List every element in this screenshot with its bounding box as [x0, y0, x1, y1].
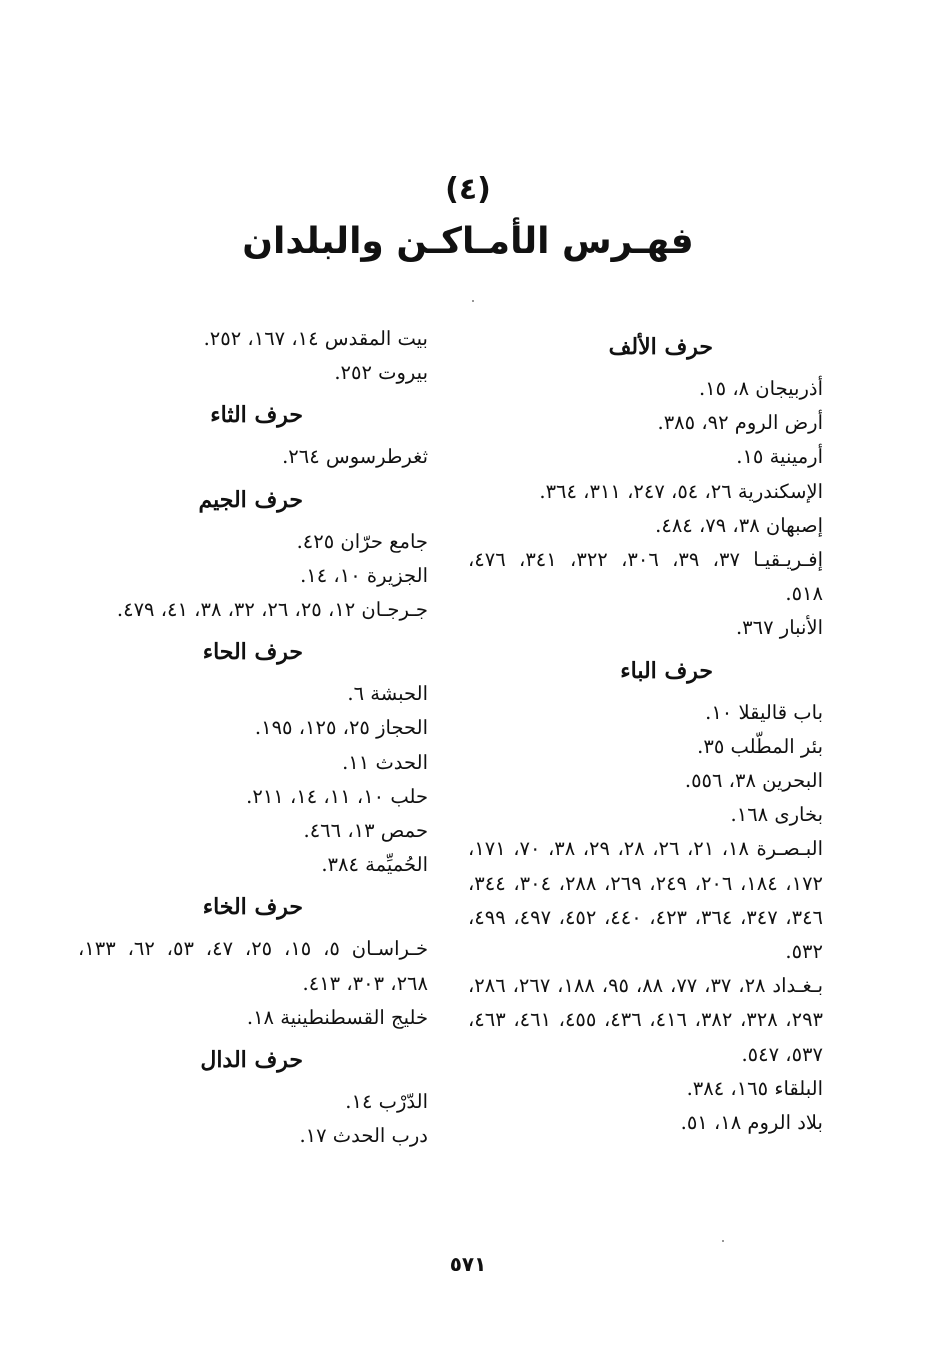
index-entry: الحُميِّمة ٣٨٤. — [321, 853, 428, 877]
index-entry: الدّرْب ١٤. — [345, 1090, 428, 1114]
index-number: (٤) — [445, 172, 491, 207]
section-heading: حرف الدال — [200, 1047, 303, 1074]
index-entry: أرمينية ١٥. — [736, 445, 823, 469]
section-heading: حرف الجيم — [198, 486, 303, 513]
index-entry: بلاد الروم ١٨، ٥١. — [680, 1111, 823, 1135]
scan-speck — [722, 1240, 724, 1242]
index-entry: أرض الروم ٩٢، ٣٨٥. — [657, 411, 823, 435]
section-heading: حرف الخاء — [202, 894, 303, 921]
index-entry: إصبهان ٣٨، ٧٩، ٤٨٤. — [655, 513, 823, 537]
index-entry: جـرجـان ١٢، ٢٥، ٢٦، ٣٢، ٣٨، ٤١، ٤٧٩. — [116, 598, 428, 622]
index-entry: حمص ١٣، ٤٦٦. — [303, 819, 428, 843]
section-heading: حرف الباء — [620, 657, 713, 684]
index-entry: درب الحدث ١٧. — [299, 1124, 428, 1148]
page-number: ٥٧١ — [449, 1252, 487, 1276]
index-entry: البـصـرة ١٨، ٢١، ٢٦، ٢٨، ٢٩، ٣٨، ٧٠، ١٧١، ١٧٢، ١٨٤، ٢٠٦، ٢٤٩، ٢٦٩، ٢٨٨، ٣٠٤، ٣٤٤، ٣٤٦، ٣٤٧، ٣٦٤، ٤٢٣، ٤٤٠، ٤٥٢، ٤٩٧، ٤٩٩، ٥٣٢. — [468, 837, 824, 964]
index-entry: أذربيجان ٨، ١٥. — [698, 377, 823, 400]
index-entry: الحجاز ٢٥، ١٢٥، ١٩٥. — [254, 716, 428, 740]
index-entry: الإسكندرية ٢٦، ٥٤، ٢٤٧، ٣١١، ٣٦٤. — [539, 479, 823, 503]
index-column-right — [468, 322, 823, 1140]
page-header — [0, 170, 936, 268]
index-entry: بئر المطّلب ٣٥. — [697, 734, 823, 758]
index-entry: الحدث ١١. — [342, 750, 428, 774]
index-entry: بيروت ٢٥٢. — [334, 361, 428, 385]
index-entry: البحرين ٣٨، ٥٥٦. — [684, 769, 823, 793]
section-heading: حرف الألف — [608, 334, 713, 360]
scan-speck — [472, 300, 474, 302]
index-entry: الحبشة ٦. — [347, 682, 428, 706]
index-entry: خـراسـان ٥، ١٥، ٢٥، ٤٧، ٥٣، ٦٢، ١٣٣، ٢٦٨، ٣٠٣، ٤١٣. — [78, 937, 429, 995]
index-entry: البلقاء ١٦٥، ٣٨٤. — [686, 1076, 823, 1100]
index-entry: ثغرطرسوس ٢٦٤. — [282, 445, 428, 469]
index-entry: حلب ١٠، ١١، ١٤، ٢١١. — [246, 784, 428, 808]
index-column-left — [78, 322, 428, 1153]
section-heading: حرف الثاء — [210, 402, 303, 429]
index-entry: خليج القسطنطينية ١٨. — [246, 1005, 428, 1029]
index-entry: الأنبار ٣٦٧. — [735, 616, 823, 640]
index-entry: جامع حرّان ٤٢٥. — [296, 529, 428, 553]
index-entry: إفـريـقيـا ٣٧، ٣٩، ٣٠٦، ٣٢٢، ٣٤١، ٤٧٦، ٥١٨. — [468, 548, 823, 606]
index-entry: بيت المقدس ١٤، ١٦٧، ٢٥٢. — [203, 327, 428, 350]
index-entry: الجزيرة ١٠، ١٤. — [300, 563, 428, 587]
section-heading: حرف الحاء — [202, 639, 303, 666]
index-entry: بـغـداد ٢٨، ٣٧، ٧٧، ٨٨، ٩٥، ١٨٨، ٢٦٧، ٢٨٦، ٢٩٣، ٣٢٨، ٣٨٢، ٤١٦، ٤٣٦، ٤٥٥، ٤٦١، ٤٦٣، ٥٣٧، ٥٤٧. — [468, 974, 824, 1066]
index-entry: بخارى ١٦٨. — [730, 803, 823, 827]
page-title: فهـرس الأمـاكـن والبلدان — [242, 221, 694, 262]
index-entry: باب قاليقلا ١٠. — [705, 700, 823, 724]
